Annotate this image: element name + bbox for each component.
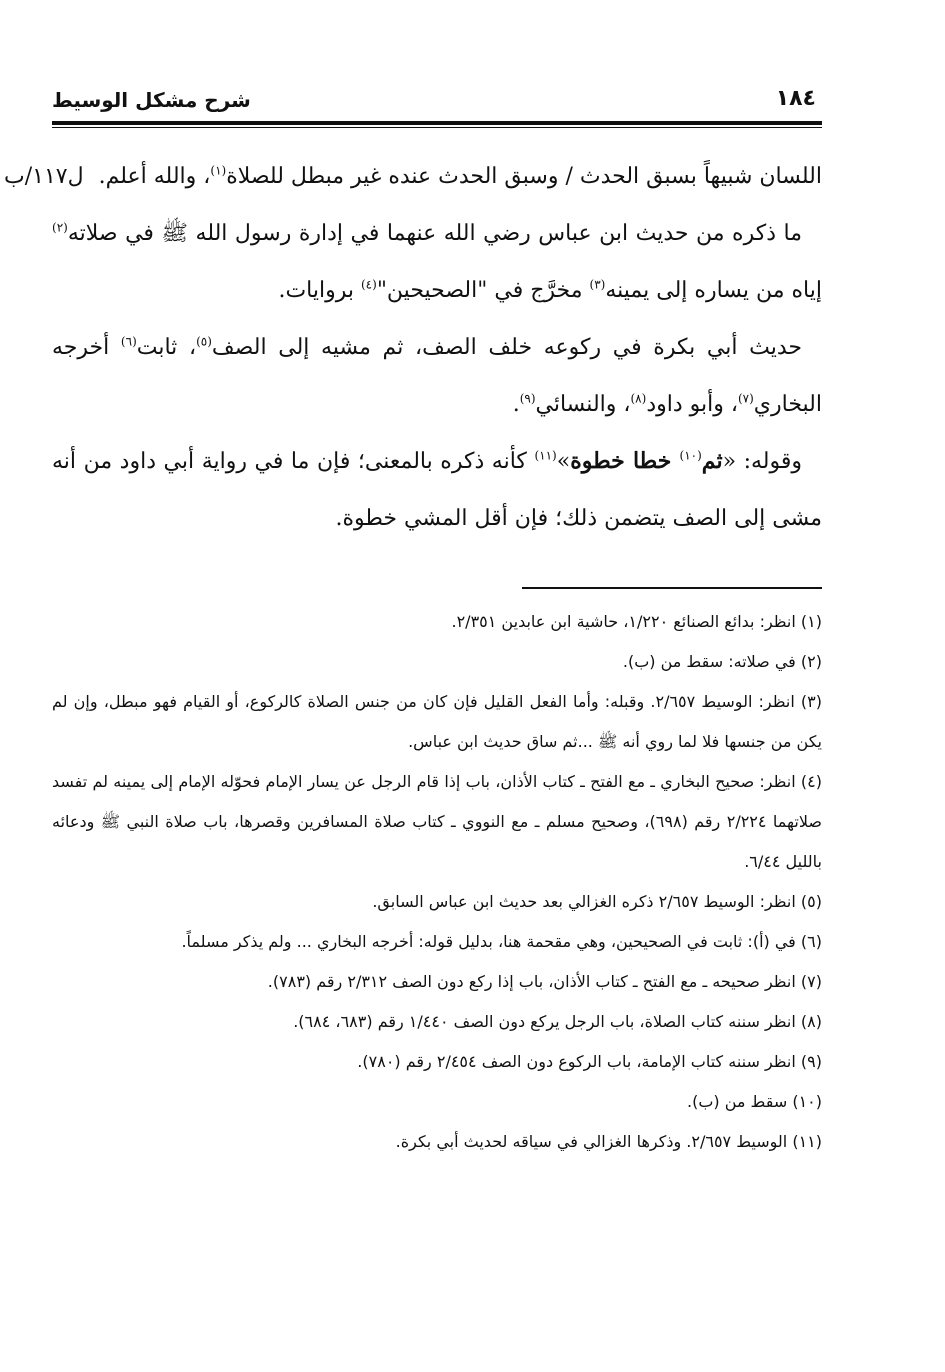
text-run: مخرَّج في "الصحيحين" [376, 278, 590, 303]
footnote-ref-3: (٣) [589, 277, 606, 292]
footnote-ref-4: (٤) [360, 277, 377, 292]
footnote-8: (٨) انظر سننه كتاب الصلاة، باب الرجل يركع دون الصف ١/٤٤٠ رقم (٦٨٣، ٦٨٤). [293, 1012, 822, 1031]
paragraph-3 [52, 319, 822, 433]
header-rule-thin [52, 127, 822, 128]
footnote-9: (٩) انظر سننه كتاب الإمامة، باب الركوع دون الصف ٢/٤٥٤ رقم (٧٨٠). [357, 1052, 822, 1071]
quoted-bold: خطا خطوة [570, 448, 680, 474]
footnote-ref-6: (٦) [120, 334, 137, 349]
page-header [52, 86, 822, 120]
text-run: » [556, 449, 571, 474]
paragraph-4 [52, 433, 822, 547]
text-run: أخرجه البخاري [52, 335, 822, 417]
footnote-separator [522, 587, 822, 589]
footnote-ref-11: (١١) [534, 448, 557, 463]
text-run: كأنه ذكره بالمعنى؛ فإن ما في رواية أبي داود من أنه مشى إلى الصف يتضمن ذلك؛ فإن أقل المشي خطوة. [52, 449, 822, 531]
main-text [52, 148, 822, 547]
footnote-7: (٧) انظر صحيحه ـ مع الفتح ـ كتاب الأذان، باب إذا ركع دون الصف ٢/٣١٢ رقم (٧٨٣). [267, 972, 822, 991]
running-title: شرح مشكل الوسيط [52, 88, 251, 112]
footnote-ref-5: (٥) [196, 334, 212, 349]
footnote-3: (٣) انظر: الوسيط ٢/٦٥٧. وقبله: وأما الفعل القليل فإن كان من جنس الصلاة كالركوع، أو القيام فهو مبطل، وإن لم يكن من جنسها فلا لما روي أنه ﷺ ...ثم ساق حديث ابن عباس. [52, 692, 823, 751]
text-run: ، والله أعلم. [98, 164, 211, 189]
footnote-5: (٥) انظر: الوسيط ٢/٦٥٧ ذكره الغزالي بعد حديث ابن عباس السابق. [372, 892, 822, 911]
footnote-4: (٤) انظر: صحيح البخاري ـ مع الفتح ـ كتاب الأذان، باب إذا قام الرجل عن يسار الإمام فحوّله الإمام إلى يمينه لم تفسد صلاتهما ٢/٢٢٤ رقم (٦٩٨)، وصحيح مسلم ـ مع النووي ـ كتاب صلاة المسافرين وقصرها، باب صلاة النبي ﷺ ودعائه بالليل ٦/٤٤. [52, 772, 823, 871]
paragraph-1 [52, 148, 822, 205]
header-rule [52, 121, 822, 125]
footnote-1: (١) انظر: بدائع الصنائع ١/٢٢٠، حاشية ابن عابدين ٢/٣٥١. [451, 612, 822, 631]
manuscript-folio-ref: ل١١٧/ب [4, 164, 84, 189]
footnote-10: (١٠) سقط من (ب). [686, 1092, 822, 1111]
footnote-ref-2: (٢) [52, 220, 68, 235]
footnote-2: (٢) في صلاته: سقط من (ب). [622, 652, 822, 671]
footnote-ref-8: (٨) [630, 391, 647, 406]
text-run: إياه من يساره إلى يمينه [605, 278, 822, 303]
footnotes [52, 602, 822, 1162]
page-number: ١٨٤ [775, 86, 816, 111]
footnote-ref-9: (٩) [519, 391, 536, 406]
footnote-ref-10: (١٠) [679, 448, 702, 463]
footnote-ref-1: (١) [210, 163, 227, 178]
footnote-ref-7: (٧) [737, 391, 754, 406]
text-run: ، والنسائي [535, 392, 631, 417]
text-run: . [512, 392, 520, 417]
text-run: حديث أبي بكرة في ركوعه خلف الصف، ثم مشيه إلى الصف [211, 335, 803, 360]
text-run: اللسان شبيهاً بسبق الحدث / وسبق الحدث عنده غير مبطل للصلاة [226, 164, 822, 189]
text-run: وقوله: « [722, 449, 802, 474]
text-run: ، وأبو داود [646, 392, 738, 417]
text-run: بروايات. [278, 278, 361, 303]
footnote-6: (٦) في (أ): ثابت في الصحيحين، وهي مقحمة هنا، بدليل قوله: أخرجه البخاري ... ولم يذكر مسلماً. [181, 932, 822, 951]
text-run: ، ثابت [136, 335, 197, 360]
text-run: ما ذكره من حديث ابن عباس رضي الله عنهما في إدارة رسول الله ﷺ في صلاته [67, 221, 802, 246]
quoted-bold: ثم [701, 448, 723, 474]
paragraph-2 [52, 205, 822, 319]
footnote-11: (١١) الوسيط ٢/٦٥٧. وذكرها الغزالي في سياقه لحديث أبي بكرة. [395, 1132, 822, 1151]
